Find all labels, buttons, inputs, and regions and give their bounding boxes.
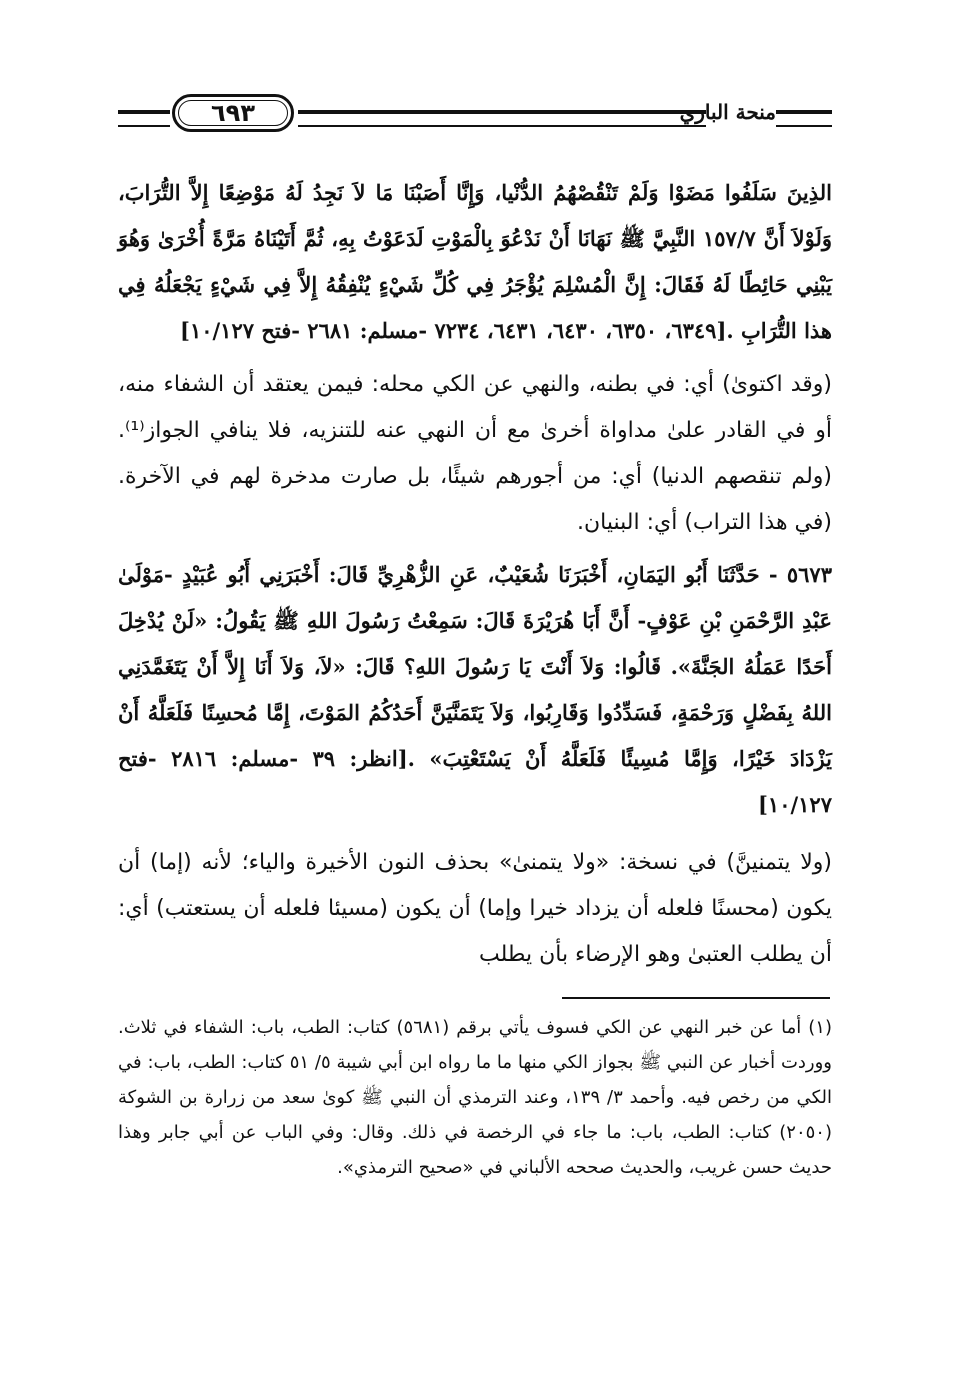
footnote-text: (١) أما عن خبر النهي عن الكي فسوف يأتي برقم (٥٦٨١) كتاب: الطب، باب: الشفاء في ثلاث. ووردت أخبار عن النبي ﷺ بجواز الكي منها ما ما رواه ابن أبي شيبة ٥/ ٥١ كتاب: الطب، باب: في الكي من رخص فيه. وأحمد ٣/ ١٣٩، وعند الترمذي أن النبي ﷺ كوىٰ سعد من زرارة بن الشوكة (٢٠٥٠) كتاب: الطب، باب: ما جاء في الرخصة في ذلك. وقال: وفي الباب عن أبي جابر وهذا حديث حسن غريب، والحديث صححه الألباني في «صحيح الترمذي». (118, 1017, 832, 1178)
header-rule-left (118, 110, 170, 127)
hadith-text-block (118, 552, 832, 828)
hadith-paragraph: ٥٦٧٣ - حَدَّثَنَا أَبُو اليَمَانِ، أَخْبَرَنَا شُعَيْبٌ، عَنِ الزُّهْرِيِّ قَالَ: أَخْبَرَنِي أَبُو عُبَيْدٍ -مَوْلَىٰ عَبْدِ الرَّحْمَنِ بْنِ عَوْفٍ- أَنَّ أَبَا هُرَيْرَةَ قَالَ: سَمِعْتُ رَسُولَ اللهِ ﷺ يَقُولُ: «لَنْ يُدْخِلَ أَحَدًا عَمَلُهُ الجَنَّةَ». قَالُوا: وَلاَ أَنْتَ يَا رَسُولَ اللهِ؟ قَالَ: «لاَ، وَلاَ أَنَا إِلاَّ أَنْ يَتَغَمَّدَنِي اللهُ بِفَضْلٍ وَرَحْمَةٍ، فَسَدِّدُوا وَقَارِبُوا، وَلاَ يَتَمَنَّيَنَّ أَحَدُكُمُ المَوْتَ، إِمَّا مُحسِنًا فَلَعَلَّهُ أَنْ يَزْدَادَ خَيْرًا، وَإِمَّا مُسِيئًا فَلَعَلَّهُ أَنْ يَسْتَعْتِبَ» .[انظر: ٣٩ -مسلم: ٢٨١٦ -فتح ١٠/١٢٧] (118, 562, 832, 817)
page-header (118, 92, 832, 140)
hadith-paragraph: الذِينَ سَلَفُوا مَضَوْا وَلَمْ تَنْقُصْهُمُ الدُّنْيا، وَإِنَّا أَصَبْنَا مَا لاَ نَجِدُ لَهُ مَوْضِعًا إِلاَّ التُّرَابَ، وَلَوْلاَ أَنَّ ١٥٧/٧ النَّبِيَّ ﷺ نَهَانَا أَنْ نَدْعُوَ بِالْمَوْتِ لَدَعَوْتُ بِهِ، ثُمَّ أَتَيْنَاهُ مَرَّةً أُخْرَىٰ وَهُوَ يَبْنِي حَائِطًا لَهُ فَقَالَ: إِنَّ الْمُسْلِمَ يُؤْجَرُ فِي كُلِّ شَيْءٍ يُنْفِقُهُ إِلاَّ فِي شَيْءٍ يَجْعَلُهُ فِي هذا التُّرَابِ .[٦٣٤٩، ٦٣٥٠، ٦٤٣٠، ٦٤٣١، ٧٢٣٤ -مسلم: ٢٦٨١ -فتح ١٠/١٢٧] (118, 180, 832, 343)
footnote-separator (562, 997, 830, 999)
commentary-paragraph: (ولا يتمنينَّ) في نسخة: «ولا يتمنىٰ» بحذف النون الأخيرة والياء؛ لأنه (إما) أن يكون (محسنًا فلعله أن يزداد خيرا وإما) أن يكون (مسيئا فلعله أن يستعتب) أي: أن يطلب العتبىٰ وهو الإرضاء بأن يطلب (118, 850, 832, 967)
header-rule-right (776, 110, 832, 127)
book-title: منحة الباري (679, 100, 776, 124)
footnote-block (118, 1010, 832, 1185)
header-rule-middle (298, 110, 706, 127)
page-number-badge: ٦٩٣ (172, 94, 294, 132)
commentary-block (118, 840, 832, 978)
commentary-paragraph: (وقد اكتوىٰ) أي: في بطنه، والنهي عن الكي محله: فيمن يعتقد أن الشفاء منه، أو في القادر علىٰ مداواة أخرىٰ مع أن النهي عنه للتنزيه، فلا ينافي الجواز⁽¹⁾. (ولم تنقصهم الدنيا) أي: من أجورهم شيئًا، بل صارت مدخرة لهم في الآخرة. (في هذا التراب) أي: البنيان. (118, 372, 832, 535)
commentary-block (118, 362, 832, 546)
hadith-text-block (118, 170, 832, 354)
